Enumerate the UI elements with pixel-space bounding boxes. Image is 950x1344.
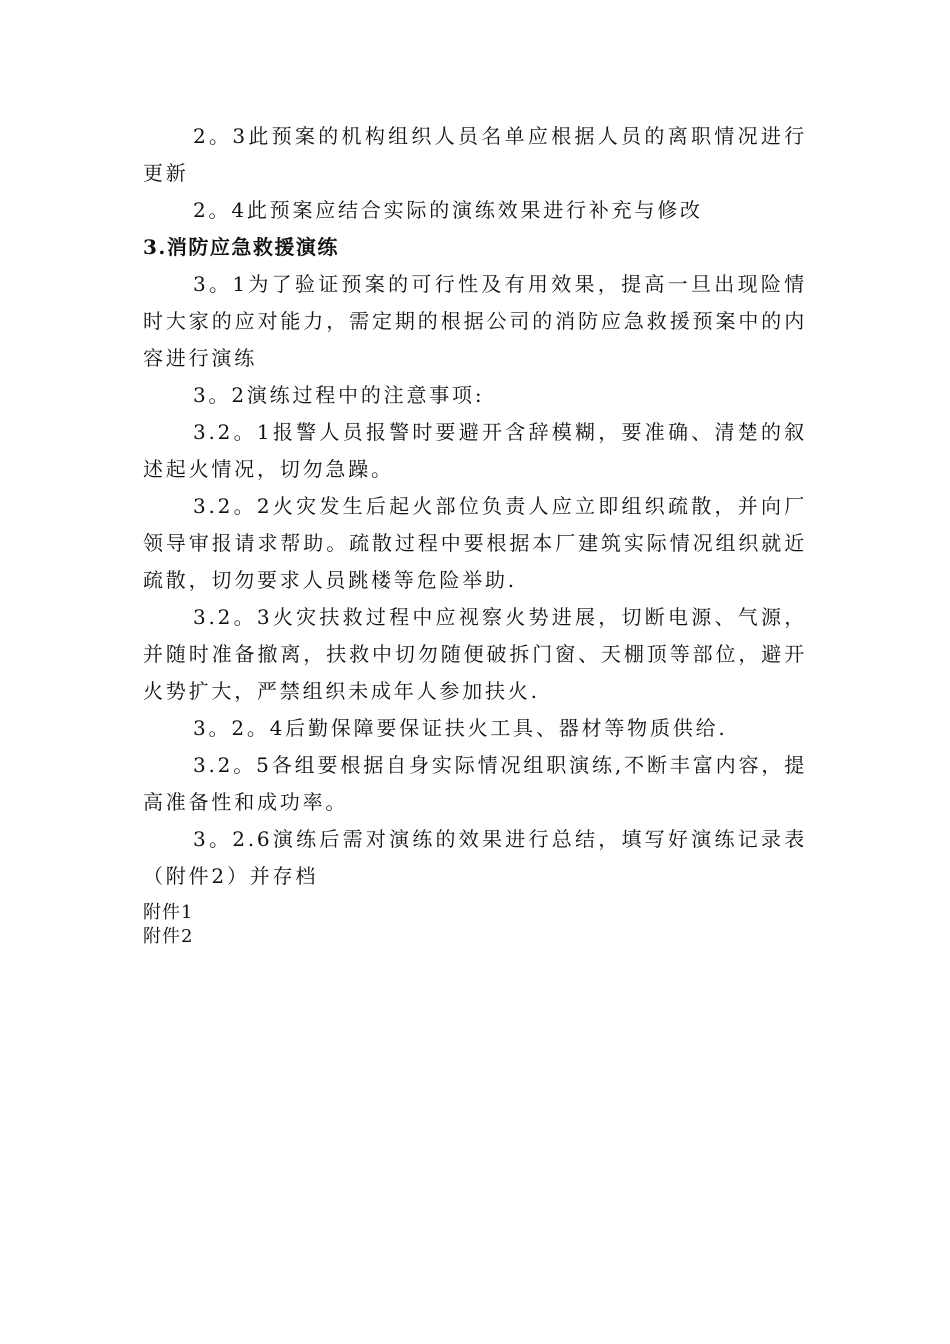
paragraph-3-2-2: 3.2。2火灾发生后起火部位负责人应立即组织疏散，并向厂领导审报请求帮助。疏散过程中要根据本厂建筑实际情况组织就近疏散，切勿要求人员跳楼等危险举助.: [143, 494, 807, 592]
paragraph-3-2-5: 3.2。5各组要根据自身实际情况组职演练,不断丰富内容，提高准备性和成功率。: [143, 753, 807, 814]
attachment-2: 附件2: [143, 926, 194, 947]
paragraph-2-4: 2。4此预案应结合实际的演练效果进行补充与修改: [193, 198, 703, 222]
paragraph-2-3: 2。3此预案的机构组织人员名单应根据人员的离职情况进行更新: [143, 124, 807, 185]
attachment-1: 附件1: [143, 902, 194, 923]
paragraph-3-2-4: 3。2。4后勤保障要保证扶火工具、器材等物质供给.: [193, 716, 728, 740]
paragraph-3-2-3: 3.2。3火灾扶救过程中应视察火势进展，切断电源、气源，并随时准备撤离，扶救中切勿随便破拆门窗、天棚顶等部位，避开火势扩大，严禁组织未成年人参加扶火.: [143, 605, 807, 703]
paragraph-3-2-1: 3.2。1报警人员报警时要避开含辞模糊，要准确、清楚的叙述起火情况，切勿急躁。: [143, 420, 807, 481]
document-body: [143, 118, 807, 949]
paragraph-3-2: 3。2演练过程中的注意事项:: [193, 383, 485, 407]
paragraph-3-2-6: 3。2.6演练后需对演练的效果进行总结，填写好演练记录表（附件2）并存档: [143, 827, 807, 888]
paragraph-3-1: 3。1为了验证预案的可行性及有用效果，提高一旦出现险情时大家的应对能力，需定期的根据公司的消防应急救援预案中的内容进行演练: [143, 272, 807, 370]
section-3-heading: 3.消防应急救援演练: [143, 235, 339, 259]
